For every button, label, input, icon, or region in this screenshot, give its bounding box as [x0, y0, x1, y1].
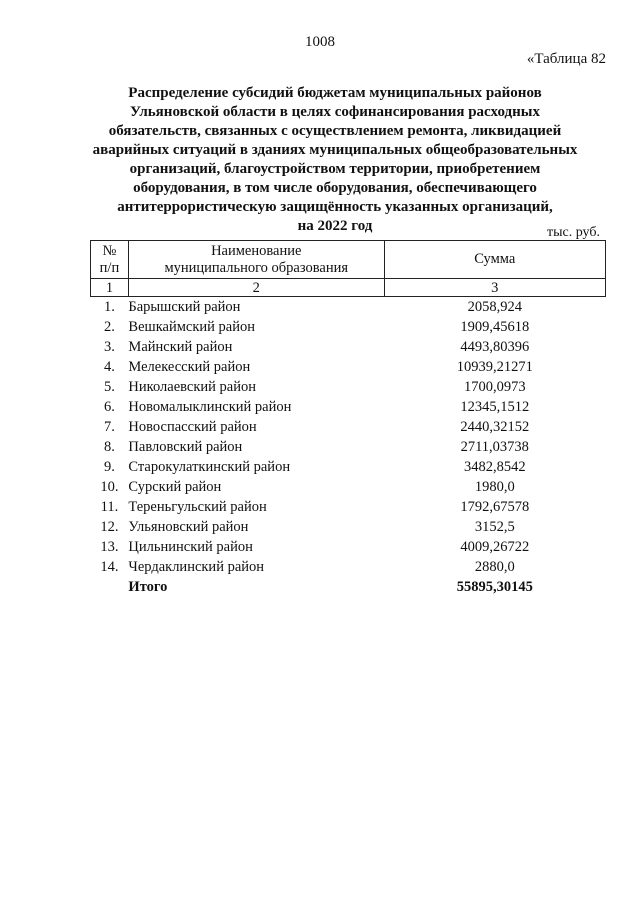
row-number: 7.: [104, 419, 115, 435]
row-number: 10.: [100, 479, 119, 495]
district-name: Павловский район: [128, 439, 243, 455]
subsidy-sum: 3482,8542: [463, 459, 526, 475]
title-line: организаций, благоустройством территории, приобретением: [129, 161, 541, 177]
title-line: Ульяновской области в целях софинансирования расходных: [130, 104, 540, 120]
subsidy-sum: 1792,67578: [460, 499, 530, 515]
row-number: 14.: [100, 559, 119, 575]
table-row: [91, 497, 606, 517]
document-title: [70, 84, 600, 236]
total-label: Итого: [128, 579, 168, 595]
title-line: оборудования, в том числе оборудования, обеспечивающего: [133, 180, 537, 196]
table-row: [91, 397, 606, 417]
subsidy-sum: 2058,924: [467, 299, 522, 315]
title-line: аварийных ситуаций в зданиях муниципальных общеобразовательных: [92, 142, 578, 158]
column-number-row: [91, 279, 606, 297]
total-sum: 55895,30145: [456, 579, 533, 595]
header-sum: Сумма: [384, 241, 605, 279]
district-name: Сурский район: [128, 479, 222, 495]
district-name: Майнский район: [128, 339, 233, 355]
header-number-line1: №: [102, 242, 117, 259]
district-name: Тереньгульский район: [128, 499, 267, 515]
subsidy-sum: 4493,80396: [460, 339, 530, 355]
column-number: 2: [128, 279, 384, 297]
district-name: Мелекесский район: [128, 359, 251, 375]
row-number: 3.: [104, 339, 115, 355]
subsidy-sum: 1700,0973: [463, 379, 526, 395]
table-row: [91, 297, 606, 318]
subsidy-sum: 12345,1512: [460, 399, 530, 415]
row-number: 9.: [104, 459, 115, 475]
table-row: [91, 337, 606, 357]
header-name: [128, 241, 384, 279]
table-row: [91, 417, 606, 437]
subsidy-sum: 2880,0: [474, 559, 515, 575]
subsidy-sum: 1980,0: [474, 479, 515, 495]
table-row: [91, 517, 606, 537]
title-line: на 2022 год: [297, 218, 373, 234]
district-name: Новоспасский район: [128, 419, 257, 435]
header-number: [91, 241, 129, 279]
district-name: Старокулаткинский район: [128, 459, 291, 475]
page-number: 1008: [305, 34, 335, 50]
header-name-line2: муниципального образования: [164, 259, 349, 276]
subsidy-sum: 10939,21271: [456, 359, 533, 375]
table-row: [91, 437, 606, 457]
row-number: 1.: [104, 299, 115, 315]
table-row: [91, 357, 606, 377]
row-number: 4.: [104, 359, 115, 375]
row-number: 5.: [104, 379, 115, 395]
title-line: антитеррористическую защищённость указанных организаций,: [117, 199, 553, 215]
row-number: 8.: [104, 439, 115, 455]
total-row: [91, 577, 606, 597]
district-name: Барышский район: [128, 299, 241, 315]
header-number-line2: п/п: [99, 259, 120, 276]
district-name: Ульяновский район: [128, 519, 249, 535]
header-name-line1: Наименование: [211, 242, 302, 259]
row-number: 13.: [100, 539, 119, 555]
table-label: «Таблица 82: [526, 51, 606, 67]
district-name: Новомалыклинский район: [128, 399, 292, 415]
subsidy-sum: 4009,26722: [460, 539, 530, 555]
row-number: 11.: [100, 499, 119, 515]
subsidy-sum: 2440,32152: [460, 419, 530, 435]
district-name: Цильнинский район: [128, 539, 253, 555]
district-name: Вешкаймский район: [128, 319, 255, 335]
subsidy-sum: 3152,5: [474, 519, 515, 535]
district-name: Чердаклинский район: [128, 559, 265, 575]
table-row: [91, 457, 606, 477]
total-number-cell: [91, 577, 129, 597]
row-number: 12.: [100, 519, 119, 535]
table-row: [91, 317, 606, 337]
units-label: тыс. руб.: [547, 225, 600, 240]
table-row: [91, 537, 606, 557]
subsidy-table: [90, 240, 606, 597]
title-line: обязательств, связанных с осуществлением ремонта, ликвидацией: [108, 123, 562, 139]
row-number: 6.: [104, 399, 115, 415]
subsidy-sum: 1909,45618: [460, 319, 530, 335]
row-number: 2.: [104, 319, 115, 335]
column-number: 1: [91, 279, 129, 297]
table-row: [91, 477, 606, 497]
subsidy-sum: 2711,03738: [460, 439, 529, 455]
column-number: 3: [384, 279, 605, 297]
district-name: Николаевский район: [128, 379, 256, 395]
table-row: [91, 557, 606, 577]
table-header-row: [91, 241, 606, 279]
title-line: Распределение субсидий бюджетам муниципальных районов: [128, 85, 542, 101]
table-row: [91, 377, 606, 397]
